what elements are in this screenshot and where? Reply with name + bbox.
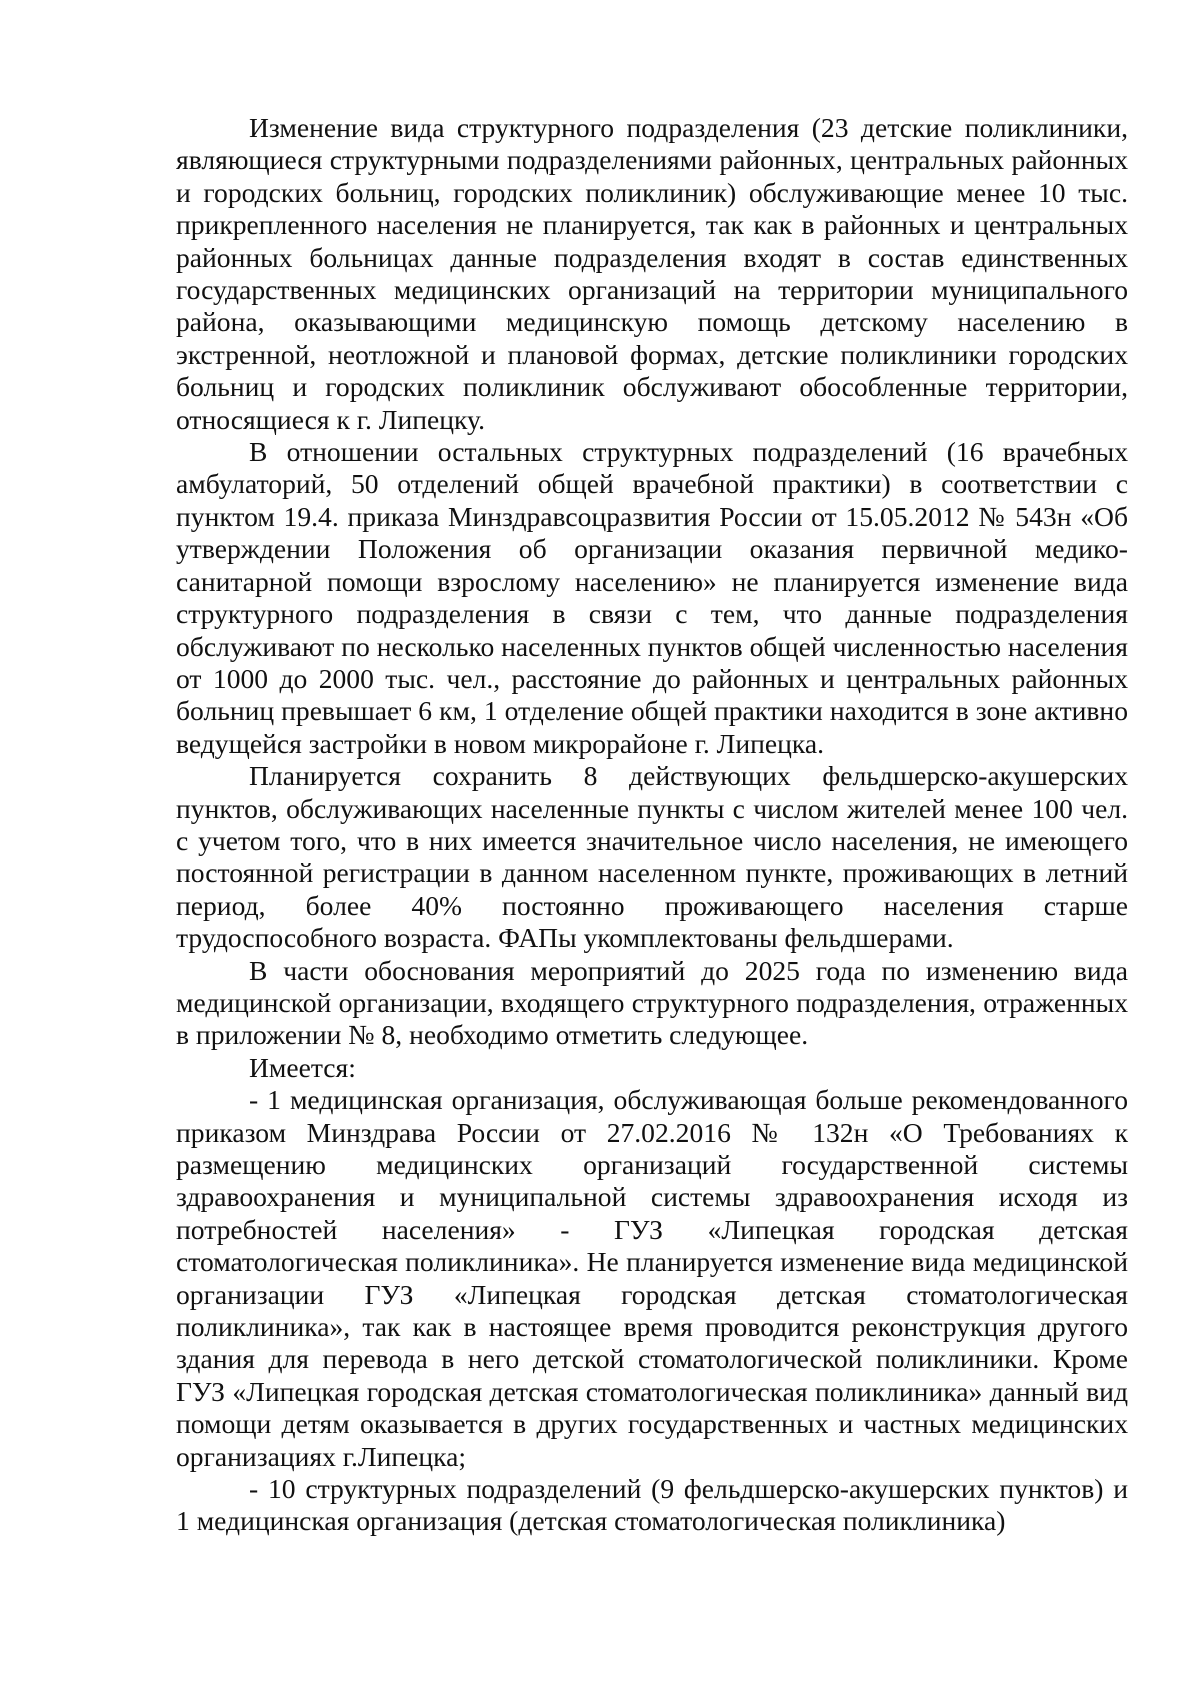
document-page: [176, 112, 1128, 1538]
paragraph-ambulatories: В отношении остальных структурных подразделений (16 врачебных амбулаторий, 50 отделений общей врачебной практики) в соответствии с пунктом 19.4. приказа Минздравсоцразвития России от 15.05.2012 № 543н «Об утверждении Положения об организации оказания первичной медико-санитарной помощи взрослому населению» не планируется изменение вида структурного подразделения в связи с тем, что данные подразделения обслуживают по несколько населенных пунктов общей численностью населения от 1000 до 2000 тыс. чел., расстояние до районных и центральных районных больниц превышает 6 км, 1 отделение общей практики находится в зоне активно ведущейся застройки в новом микрорайоне г. Липецка.: [176, 436, 1128, 759]
paragraph-dental-clinic: - 1 медицинская организация, обслуживающая больше рекомендованного приказом Минздрава России от 27.02.2016 № 132н «О Требованиях к размещению медицинских организаций государственной системы здравоохранения и муниципальной системы здравоохранения исходя из потребностей населения» - ГУЗ «Липецкая городская детская стоматологическая поликлиника». Не планируется изменение вида медицинской организации ГУЗ «Липецкая городская детская стоматологическая поликлиника», так как в настоящее время проводится реконструкция другого здания для перевода в него детской стоматологической поликлиники. Кроме ГУЗ «Липецкая городская детская стоматологическая поликлиника» данный вид помощи детям оказывается в других государственных и частных медицинских организациях г.Липецка;: [176, 1084, 1128, 1472]
paragraph-fap: Планируется сохранить 8 действующих фельдшерско-акушерских пунктов, обслуживающих населенные пункты с числом жителей менее 100 чел. с учетом того, что в них имеется значительное число населения, не имеющего постоянной регистрации в данном населенном пункте, проживающих в летний период, более 40% постоянно проживающего населения старше трудоспособного возраста. ФАПы укомплектованы фельдшерами.: [176, 760, 1128, 954]
paragraph-children-clinics: Изменение вида структурного подразделения (23 детские поликлиники, являющиеся структурными подразделениями районных, центральных районных и городских больниц, городских поликлиник) обслуживающие менее 10 тыс. прикрепленного населения не планируется, так как в районных и центральных районных больницах данные подразделения входят в состав единственных государственных медицинских организаций на территории муниципального района, оказывающими медицинскую помощь детскому населению в экстренной, неотложной и плановой формах, детские поликлиники городских больниц и городских поликлиник обслуживают обособленные территории, относящиеся к г. Липецку.: [176, 112, 1128, 435]
paragraph-available: Имеется:: [249, 1051, 356, 1083]
paragraph-structural-units: - 10 структурных подразделений (9 фельдшерско-акушерских пунктов) и 1 медицинская организация (детская стоматологическая поликлиника): [176, 1473, 1128, 1537]
paragraph-justification: В части обоснования мероприятий до 2025 года по изменению вида медицинской организации, входящего структурного подразделения, отраженных в приложении № 8, необходимо отметить следующее.: [176, 954, 1128, 1051]
